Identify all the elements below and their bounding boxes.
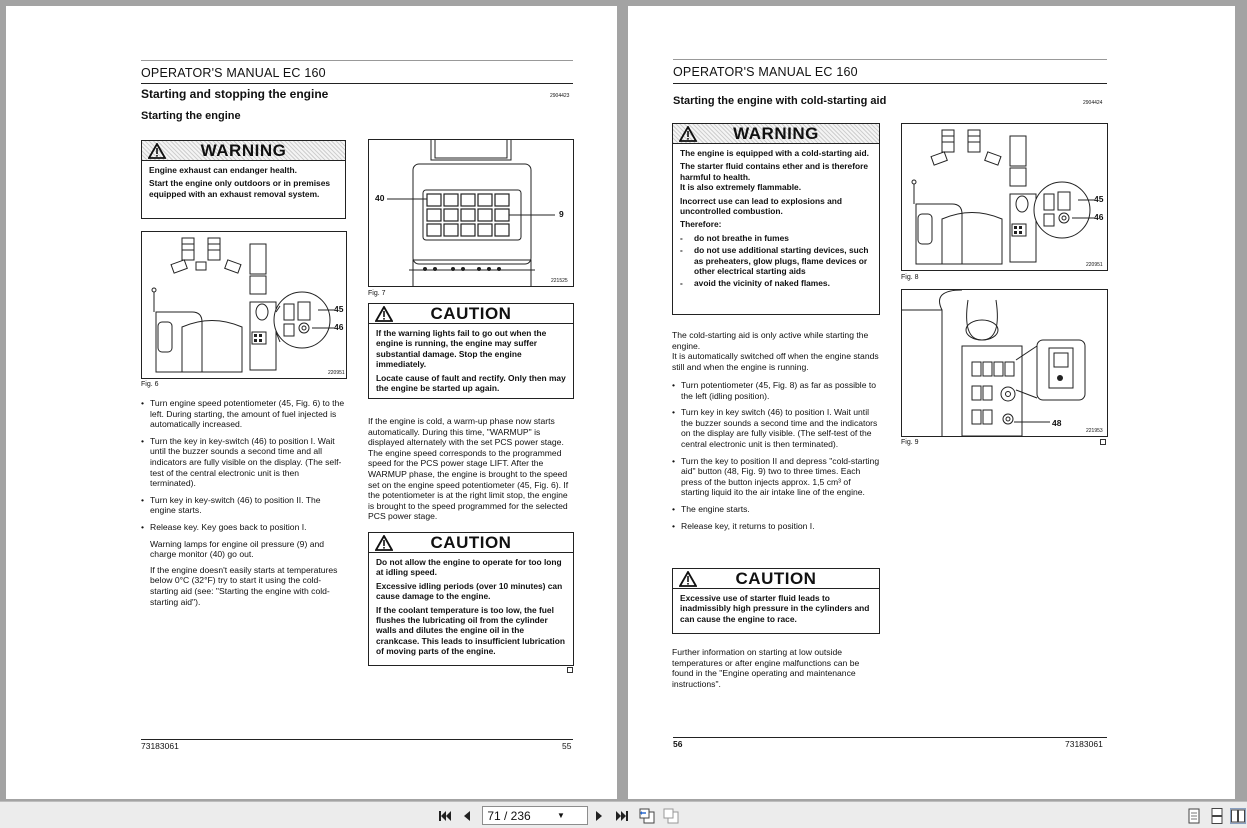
- callout-40: 40: [375, 193, 385, 203]
- warning-text: Therefore:: [680, 219, 722, 230]
- callout-46: 46: [334, 322, 344, 332]
- warning-box: [141, 140, 346, 219]
- continuous-view-icon[interactable]: [1209, 808, 1225, 824]
- page-header: OPERATOR'S MANUAL EC 160: [673, 65, 858, 79]
- cold-start-button-drawing: [902, 290, 1108, 437]
- caution-text: Do not allow the engine to operate for too long at idling speed.: [376, 557, 562, 578]
- caution-header: [673, 569, 879, 589]
- warning-triangle-icon: [375, 535, 393, 551]
- warning-list-item: - do not breathe in fumes: [680, 233, 872, 243]
- warning-box-cold-start: [672, 123, 880, 315]
- callout-46: 46: [1094, 212, 1104, 222]
- intro-text: [672, 330, 880, 377]
- caution-box-warning-lights: [368, 303, 574, 399]
- warning-triangle-icon: [375, 306, 393, 322]
- warning-text: It is also extremely flammable.: [680, 182, 802, 193]
- previous-page-icon[interactable]: [459, 808, 475, 824]
- callout-45: 45: [334, 304, 344, 314]
- figure-7-display-panel: [368, 139, 574, 287]
- section-title: Starting and stopping the engine: [141, 87, 329, 101]
- chevron-down-icon[interactable]: ▼: [557, 811, 565, 820]
- warmup-paragraph: If the engine is cold, a warm-up phase now starts automatically. During this time, "WARMUP" is displayed alternately with the set PCS power stage. The engine speed corresponds to the programmed speed for the PCS power stage LIFT. After the WARMUP phase, the engine is brought to the speed set on the engine speed potentiometer (45, Fig. 6). If the potentiometer is at the right limit stop, the engine is brought to the speed programmed for the selected PCS power stage.: [368, 416, 569, 522]
- first-page-icon[interactable]: [437, 808, 453, 824]
- next-page-icon[interactable]: [591, 808, 607, 824]
- warning-text: Incorrect use can lead to explosions and uncontrolled combustion.: [680, 195, 842, 217]
- cab-controls-drawing: [902, 124, 1108, 271]
- last-page-icon[interactable]: [614, 808, 630, 824]
- instruction-step: • Release key. Key goes back to position I.: [141, 522, 346, 533]
- figure-code: 221953: [1086, 428, 1103, 434]
- page-number: 56: [673, 739, 683, 749]
- caution-header: [369, 533, 573, 553]
- warning-triangle-icon: [679, 126, 697, 142]
- display-panel-drawing: [369, 140, 574, 287]
- caution-text: Excessive idling periods (over 10 minutes) can cause damage to the engine.: [376, 580, 563, 602]
- warning-triangle-icon: [679, 571, 697, 587]
- warning-triangle-icon: [148, 143, 166, 159]
- callout-48: 48: [1052, 418, 1062, 428]
- caution-text: Excessive use of starter fluid leads to inadmissibly high pressure in the cylinders and can cause the engine to race.: [680, 593, 870, 624]
- callout-9: 9: [559, 209, 564, 219]
- instruction-step: • Turn potentiometer (45, Fig. 8) as far as possible to the left (idling position).: [672, 380, 880, 401]
- figure-code: 220951: [1086, 262, 1103, 268]
- figure-code: 221525: [551, 278, 568, 284]
- instruction-step: • Turn key in key switch (46) to position I. Wait until the buzzer sounds a second time and the indicators on the display are fully visible. (The self-test of the central electronic unit is then terminated).: [672, 407, 880, 449]
- warning-text: Engine exhaust can endanger health.: [149, 165, 297, 175]
- caution-text: Locate cause of fault and rectify. Only then may the engine be started up again.: [376, 372, 566, 394]
- caution-title: CAUTION: [430, 303, 512, 323]
- doc-code: 2904424: [1083, 100, 1103, 106]
- page-footer-code: 73183061: [1065, 739, 1103, 749]
- instruction-step: • Release key, it returns to position I.: [672, 521, 880, 532]
- two-page-view-icon[interactable]: [1230, 808, 1246, 824]
- warning-header: [673, 124, 879, 144]
- end-of-section-mark: [567, 667, 573, 673]
- figure-9-cold-start-button: [901, 289, 1108, 437]
- warning-list-item: - avoid the vicinity of naked flames.: [680, 278, 872, 288]
- instructions-right: [672, 380, 880, 537]
- figure-7-caption: Fig. 7: [368, 290, 386, 297]
- caution-text: If the warning lights fail to go out when the engine is running, the engine may suffer substantial damage. Stop the engine immediately.: [376, 328, 547, 370]
- instruction-step: • Turn engine speed potentiometer (45, Fig. 6) to the left. During starting, the amount of fuel injected is automatically increased.: [141, 398, 346, 430]
- page-indicator: 71 / 236: [487, 808, 531, 823]
- figure-code: 220951: [328, 370, 345, 376]
- figure-9-caption: Fig. 9: [901, 439, 919, 446]
- left-page: [6, 6, 617, 799]
- caution-header: [369, 304, 573, 324]
- instruction-step: • Turn the key to position II and depress "cold-starting aid" button (48, Fig. 9) two to three times. Each press of the button injects approx. 1,5 cm³ of starting liquid ito the air intake line of the engine.: [672, 456, 880, 498]
- callout-45: 45: [1094, 194, 1104, 204]
- warning-text: The starter fluid contains ether and is therefore harmful to health.: [680, 161, 869, 182]
- go-back-view-icon[interactable]: [639, 808, 655, 824]
- caution-title: CAUTION: [735, 568, 817, 588]
- figure-8-cab-controls: [901, 123, 1108, 271]
- go-forward-view-icon[interactable]: [663, 808, 679, 824]
- cab-controls-drawing: [142, 232, 347, 379]
- single-page-view-icon[interactable]: [1186, 808, 1202, 824]
- doc-code: 2904423: [550, 93, 570, 99]
- instruction-step: • Turn the key in key-switch (46) to position I. Wait until the buzzer sounds a second time and all indicators are fully visible on the display. (The self-test of the central electronic unit is then terminated).: [141, 436, 346, 489]
- warning-text: The engine is equipped with a cold-starting aid.: [680, 148, 869, 158]
- section-title: Starting the engine with cold-starting aid: [673, 95, 887, 107]
- caution-title: CAUTION: [430, 532, 512, 552]
- end-of-section-mark: [1100, 439, 1106, 445]
- figure-8-caption: Fig. 8: [901, 274, 919, 281]
- figure-6-cab-controls: [141, 231, 347, 379]
- warning-list-item: - do not use additional starting devices, such as preheaters, glow plugs, flame devices or other electrical starting aids: [680, 245, 872, 276]
- page-number-input[interactable]: [482, 806, 588, 825]
- warning-header: [142, 141, 345, 161]
- instruction-note: If the engine doesn't easily starts at temperatures below 0°C (32°F) try to start it using the cold-starting aid (see: "Starting the engine with cold-starting aid").: [150, 564, 338, 607]
- warning-title: WARNING: [200, 140, 287, 160]
- viewer-toolbar: [0, 801, 1247, 828]
- instruction-step: • The engine starts.: [672, 504, 880, 515]
- subsection-title: Starting the engine: [141, 110, 241, 122]
- intro-paragraph: The cold-starting aid is only active while starting the engine.: [672, 330, 869, 351]
- caution-box-starter-fluid: [672, 568, 880, 634]
- intro-paragraph: It is automatically switched off when the engine stands still and when the engine is running.: [672, 351, 879, 372]
- instructions-left: [141, 398, 346, 612]
- caution-text: If the coolant temperature is too low, the fuel flushes the lubricating oil from the cylinder walls and dilutes the engine oil in the crankcase. This leads to insufficient lubrication of moving parts of the engine.: [376, 604, 565, 657]
- further-info-paragraph: Further information on starting at low outside temperatures or after engine malfunctions can be found in the "Engine operating and maintenance instructions".: [672, 647, 860, 689]
- figure-6-caption: Fig. 6: [141, 381, 159, 388]
- instruction-note: Warning lamps for engine oil pressure (9) and charge monitor (40) go out.: [150, 538, 325, 560]
- page-footer-code: 73183061: [141, 741, 179, 751]
- right-page: [628, 6, 1235, 799]
- warning-text: Start the engine only outdoors or in premises equipped with an exhaust removal system.: [149, 178, 331, 199]
- instruction-step: • Turn key in key-switch (46) to position II. The engine starts.: [141, 495, 346, 516]
- warning-title: WARNING: [733, 123, 819, 143]
- caution-box-idling: [368, 532, 574, 666]
- page-number: 55: [562, 741, 572, 751]
- page-header: OPERATOR'S MANUAL EC 160: [141, 66, 326, 80]
